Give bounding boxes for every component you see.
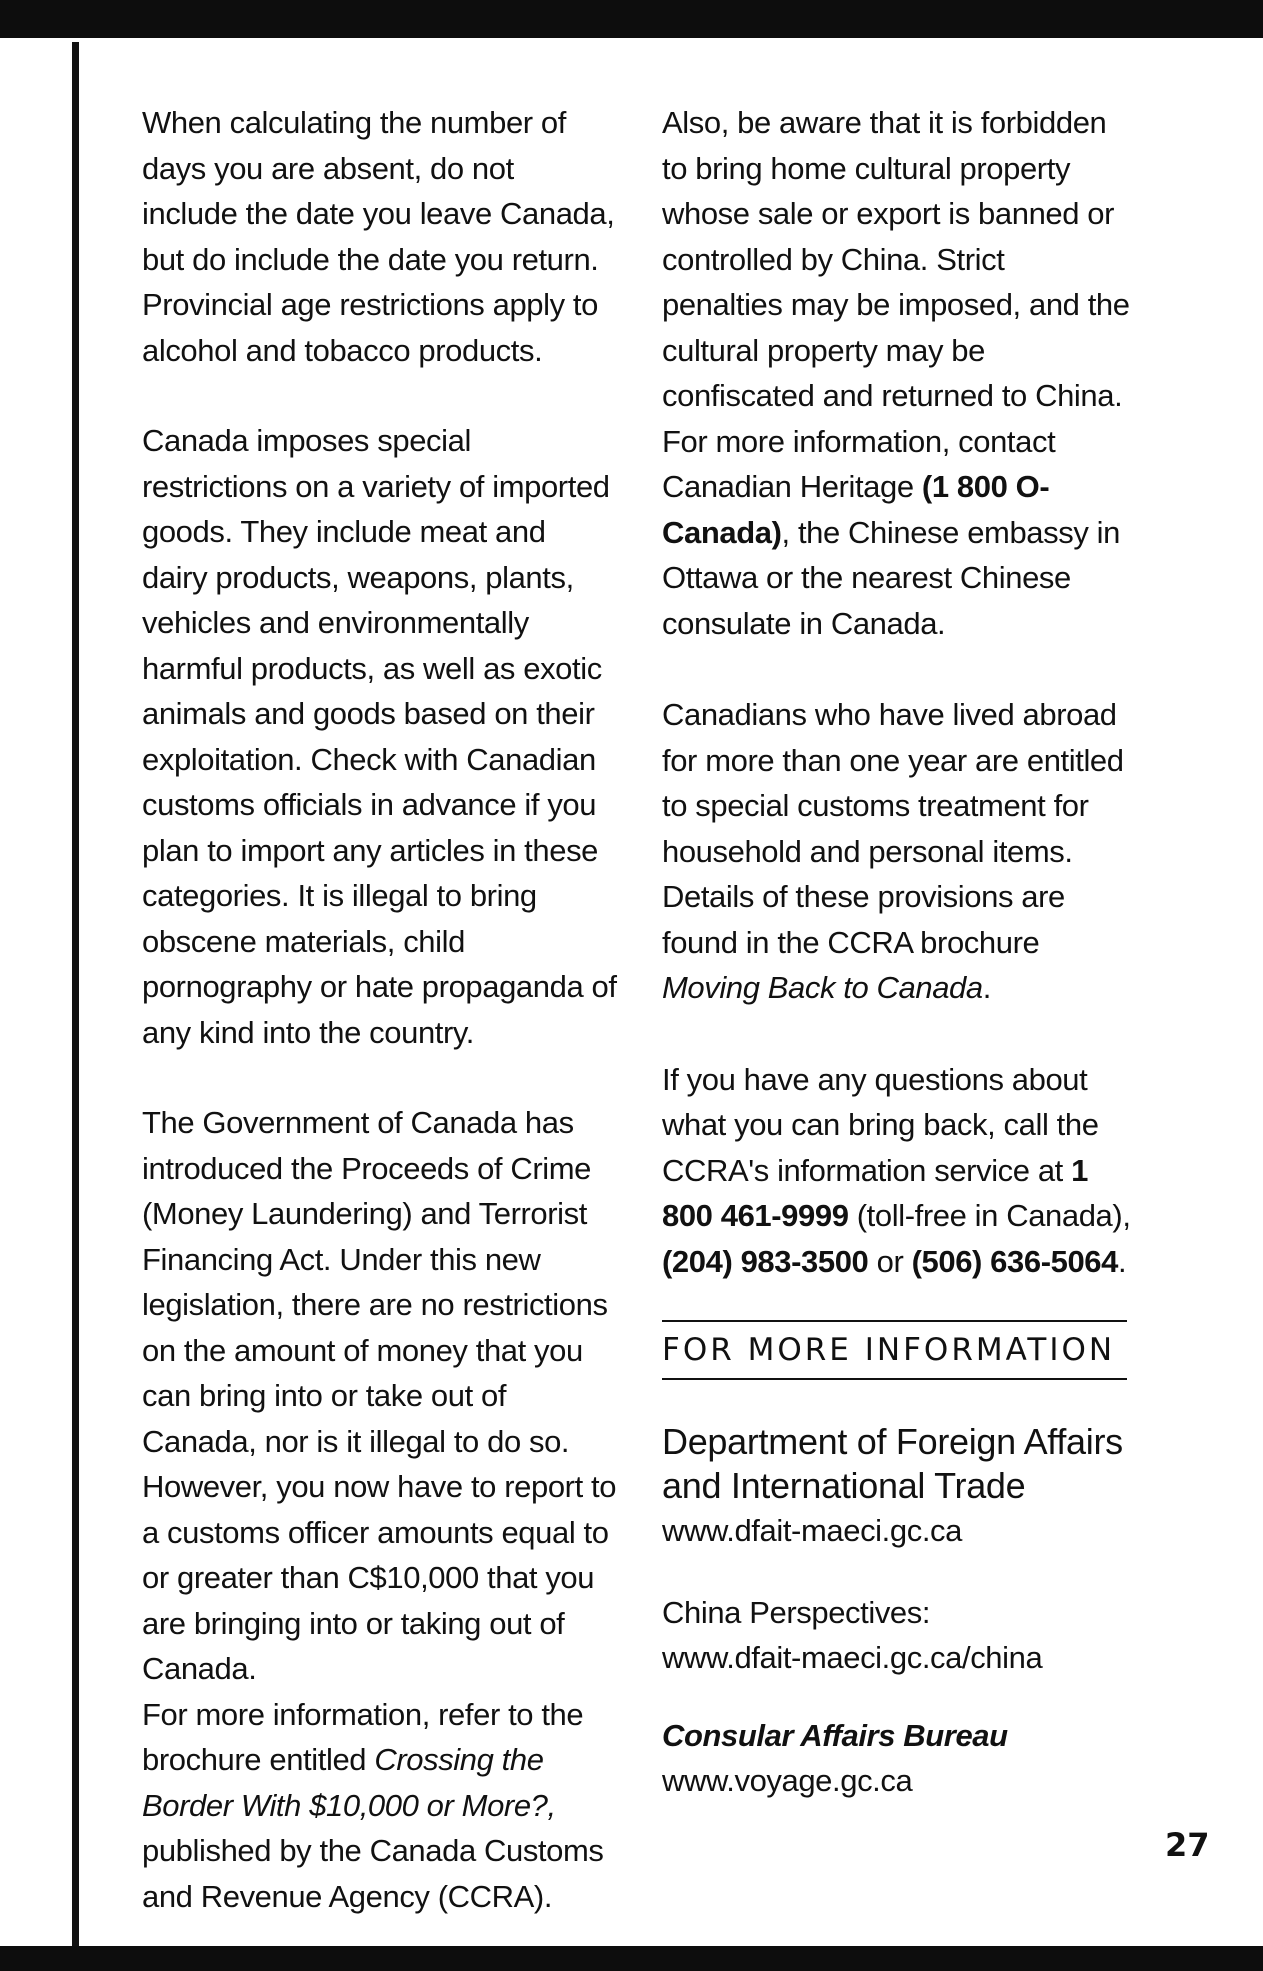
- china-perspectives-url: www.dfait-maeci.gc.ca/china: [662, 1640, 1043, 1675]
- ccra-phone-204: (204) 983-3500: [662, 1243, 869, 1279]
- china-perspectives-label: China Perspectives:: [662, 1594, 931, 1630]
- questions-paragraph: If you have any questions about what you can bring back, call the CCRA's information service at 1 800 461-9999 (toll-free in Canada), (204) 983-3500 or (506) 636-5064.: [662, 1061, 1131, 1279]
- department-name: Department of Foreign Affairs and International Trade: [662, 1421, 1123, 1506]
- ccra-phone-tollfree: 1 800 461-9999: [662, 1152, 1088, 1233]
- page-number: 27: [1165, 1826, 1210, 1864]
- cultural-property-paragraph: Also, be aware that it is forbidden to bring home cultural property whose sale or export is banned or controlled by China. Strict penalties may be imposed, and the cultural property may be confiscated and returned to China. For more information, contact Canadian Heritage (1 800 O-Canada), the Chinese embassy in Ottawa or the nearest Chinese consulate in Canada.: [662, 105, 1130, 641]
- lived-abroad-paragraph: Canadians who have lived abroad for more than one year are entitled to special customs treatment for household and personal items. Details of these provisions are found in the CCRA brochure Moving Back to Canada.: [662, 697, 1124, 1005]
- section-heading: FOR MORE INFORMATION: [662, 1332, 1116, 1368]
- consular-affairs-url: www.voyage.gc.ca: [662, 1763, 913, 1798]
- ccra-phone-506: (506) 636-5064: [911, 1243, 1118, 1279]
- left-column: [142, 100, 617, 1919]
- brochure-reference-paragraph: For more information, refer to the brochure entitled Crossing the Border With $10,000 or More?, published by the Canada Customs and Revenue Agency (CCRA).: [142, 1696, 604, 1914]
- scan-border-top: [0, 0, 1263, 38]
- scan-border-bottom: [0, 1946, 1263, 1971]
- heritage-phone: (1 800 O-Canada): [662, 469, 1050, 550]
- page-left-rule: [72, 42, 79, 1947]
- consular-affairs-name: Consular Affairs Bureau: [662, 1717, 1008, 1753]
- money-laundering-paragraph: The Government of Canada has introduced the Proceeds of Crime (Money Laundering) and Terrorist Financing Act. Under this new legislation, there are no restrictions on the amount of money that you can bring into or take out of Canada, nor is it illegal to do so. However, you now have to report to a customs officer amounts equal to or greater than C$10,000 that you are bringing into or taking out of Canada.: [142, 1105, 617, 1686]
- brochure-title: Crossing the Border With $10,000 or More?,: [142, 1742, 556, 1823]
- heading-rule-top: [662, 1320, 1127, 1322]
- absence-paragraph: When calculating the number of days you are absent, do not include the date you leave Canada, but do include the date you return. Provincial age restrictions apply to alcohol and tobacco products.: [142, 105, 615, 368]
- restrictions-paragraph: Canada imposes special restrictions on a variety of imported goods. They include meat and dairy products, weapons, plants, vehicles and environmentally harmful products, as well as exotic animals and goods based on their exploitation. Check with Canadian customs officials in advance if you plan to import any articles in these categories. It is illegal to bring obscene materials, child pornography or hate propaganda of any kind into the country.: [142, 423, 617, 1050]
- department-url: www.dfait-maeci.gc.ca: [662, 1513, 962, 1548]
- moving-back-title: Moving Back to Canada: [662, 970, 983, 1005]
- right-column: [662, 100, 1132, 1804]
